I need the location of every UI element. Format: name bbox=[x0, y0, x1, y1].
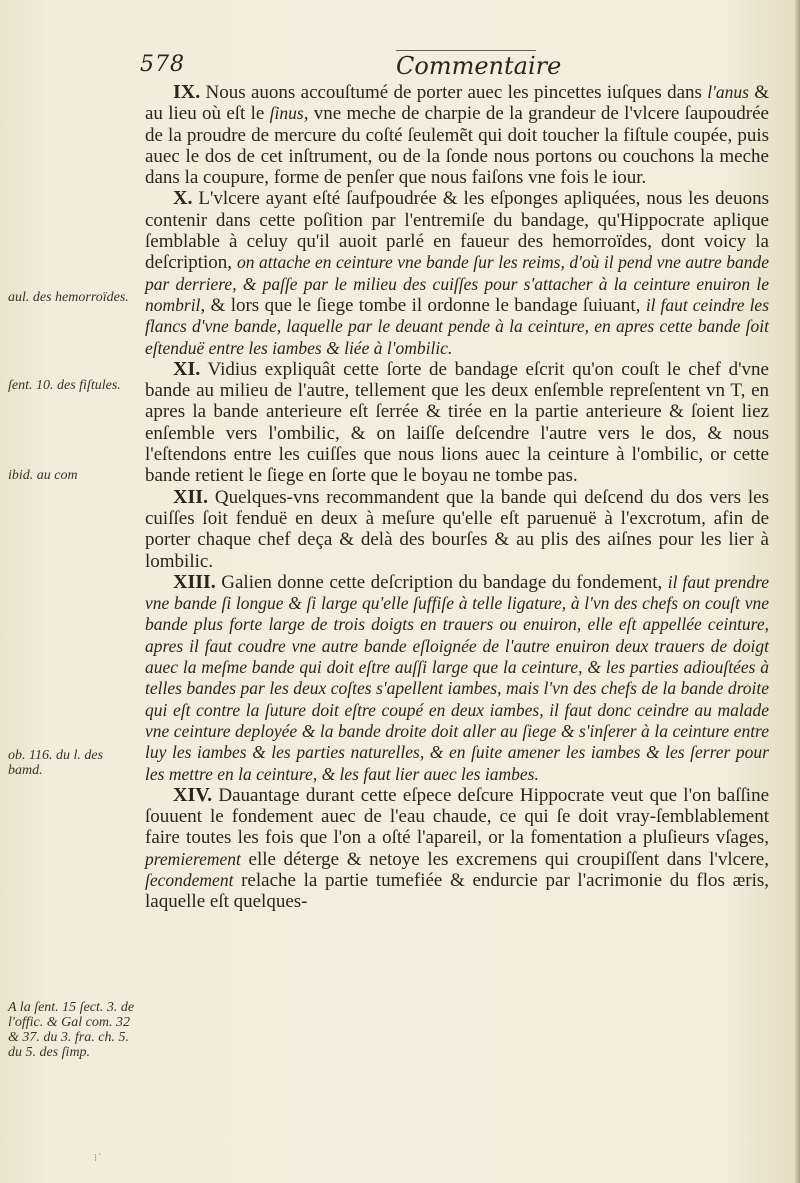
paragraph-ix bbox=[145, 82, 769, 188]
header-rule bbox=[396, 50, 536, 51]
margin-note: A la ſent. 15 ſect. 3. de l'offic. & Gal com. 32 & 37. du 3. fra. ch. 5. du 5. des ſimp. bbox=[8, 1000, 135, 1060]
italic-run: l'anus bbox=[707, 82, 749, 102]
text-run: , vne meche de charpie de la grandeur de l'vlcere ſaupoudrée de la proudre de mercure du coſté ſeulemẽt qui doit toucher la fiſtule coupée, puis auec le dos de cet inſtrument, ou de la ſonde nous portons ou couchons la meche dans la coupure, forme de penſer que nous faiſons vne fois le iour. bbox=[145, 103, 769, 189]
running-head: Commentaire bbox=[396, 52, 562, 80]
text-run: Nous auons accouſtumé de porter auec les pincettes iuſques dans bbox=[200, 82, 708, 103]
paragraph-number: XIV. bbox=[173, 783, 213, 806]
paragraph-number: IX. bbox=[173, 81, 201, 103]
text-run: Vidius expliquât cette ſorte de bandage eſcrit qu'on couſt le chef d'vne bande au milieu de l'autre, tellement que les deux enſemble repreſentent vn T, en apres la bande anterieure eſt ſerrée & tirée en la partie anterieure & ſoient liez enſemble vers l'ombilic, & on laiſſe deſcendre l'autre vers le dos, & nous l'eſtendons entre les cuiſſes que nous lions auec la ceinture à l'ombilic, or cette bande retient le ſiege en ſorte que le boyau ne tombe pas. bbox=[145, 358, 769, 487]
margin-note: ob. 116. du l. des bamd. bbox=[8, 748, 104, 778]
italic-run: il faut prendre vne bande ſi longue & ſi large qu'elle ſuffiſe à telle ligature, à l'vn des chefs on couſt vne bande plus forte large de trois doigts en trauers ou enuiron, elle eſt appellée ceinture, apres il faut coudre vne autre bande eſloignée de l'autre enuiron deux trauers de doigt auec la meſme bande qui doit eſtre auſſi large que la ceinture, & les parties adiouſtées à telles bandes par les deux coſtes s'apellent iambes, mais l'vn des chefs de la bande droite qui eſt contre la ſuture doit eſtre coupé en deux iambes, il faut donc ceindre au malade vne ceinture deployée & la bande droite doit aller au ſiege & s'inſerer à la ceinture entre luy les iambes & les parties naturelles, & en ſuite amener les iambes & les ſerrer pour les mettre en la ceinture, & les faut lier auec les iambes. bbox=[145, 571, 769, 784]
text-run: Dauantage durant cette eſpece deſcure Hippocrate veut que l'on baſſine ſouuent le fondement auec de l'eau chaude, ce qui ſe doit vray-ſemblablement faire toutes les fois que l'on a oſté l'apareil, or la fomentation a pluſieurs vſages, bbox=[145, 784, 769, 849]
page-header bbox=[140, 50, 780, 82]
paragraph-x bbox=[145, 188, 769, 358]
margin-note: ibid. au com bbox=[8, 468, 78, 483]
text-run: L'vlcere ayant eſté ſaufpoudrée & les eſponges apliquées, nous les deuons contenir dans cette poſition par l'entremiſe du bandage, qu'Hippocrate aplique ſemblable à celuy qu'il auoit parlé en faueur des hemorroïdes, dont voicy la deſcription, bbox=[145, 188, 769, 274]
text-run: Quelques-vns recommandent que la bande qui deſcend du dos vers les cuiſſes ſoit fenduë en deux à meſure qu'elle eſt paruenuë à l'excrotum, afin de porter chaque chef deça & delà des bourſes & au plis des aiſnes pour les lier à lombilic. bbox=[145, 486, 769, 572]
text-run: , & lors que le ſiege tombe il ordonne le bandage ſuiuant, bbox=[200, 294, 646, 316]
paragraph-number: XI. bbox=[173, 357, 201, 380]
page-edge-shadow bbox=[794, 0, 800, 1183]
paragraph-xiv bbox=[145, 785, 769, 913]
text-run: relache la partie tumefiée & endurcie par l'acrimonie du flos æris, laquelle eſt quelques- bbox=[145, 869, 769, 913]
paragraph-number: XIII. bbox=[173, 570, 216, 593]
italic-run: ſecondement bbox=[145, 869, 234, 890]
paragraph-number: XII. bbox=[173, 485, 209, 508]
paragraph-number: X. bbox=[173, 187, 193, 210]
paragraph-xiii bbox=[145, 572, 769, 785]
text-run: elle déterge & netoye les excremens qui croupiſſent dans l'vlcere, bbox=[240, 848, 769, 870]
body-text bbox=[145, 82, 769, 913]
text-run: & au lieu où eſt le bbox=[145, 82, 769, 125]
margin-note: ſent. 10. des fiſtules. bbox=[8, 378, 121, 393]
italic-run: il faut ceindre les flancs d'vne bande, laquelle par le deuant pende à la ceinture, en apres cette bande ſoit eſtenduë entre les iambes & liée à l'ombilic. bbox=[145, 294, 770, 358]
page-number: 578 bbox=[140, 52, 185, 77]
text-run: Galien donne cette deſcription du bandage du fondement, bbox=[215, 571, 668, 593]
paragraph-xi bbox=[145, 359, 769, 487]
italic-run: premierement bbox=[145, 848, 241, 869]
print-smudge: ⁝˙ bbox=[94, 1153, 103, 1164]
italic-run: on attache en ceinture vne bande ſur les reims, d'où il pend vne autre bande par derriere, & paſſe par le milieu des cuiſſes pour s'attacher à la ceinture enuiron le nombril bbox=[145, 252, 769, 315]
margin-note: aul. des hemorroïdes. bbox=[8, 290, 129, 305]
paragraph-xii bbox=[145, 487, 769, 572]
italic-run: ſinus bbox=[269, 103, 304, 124]
